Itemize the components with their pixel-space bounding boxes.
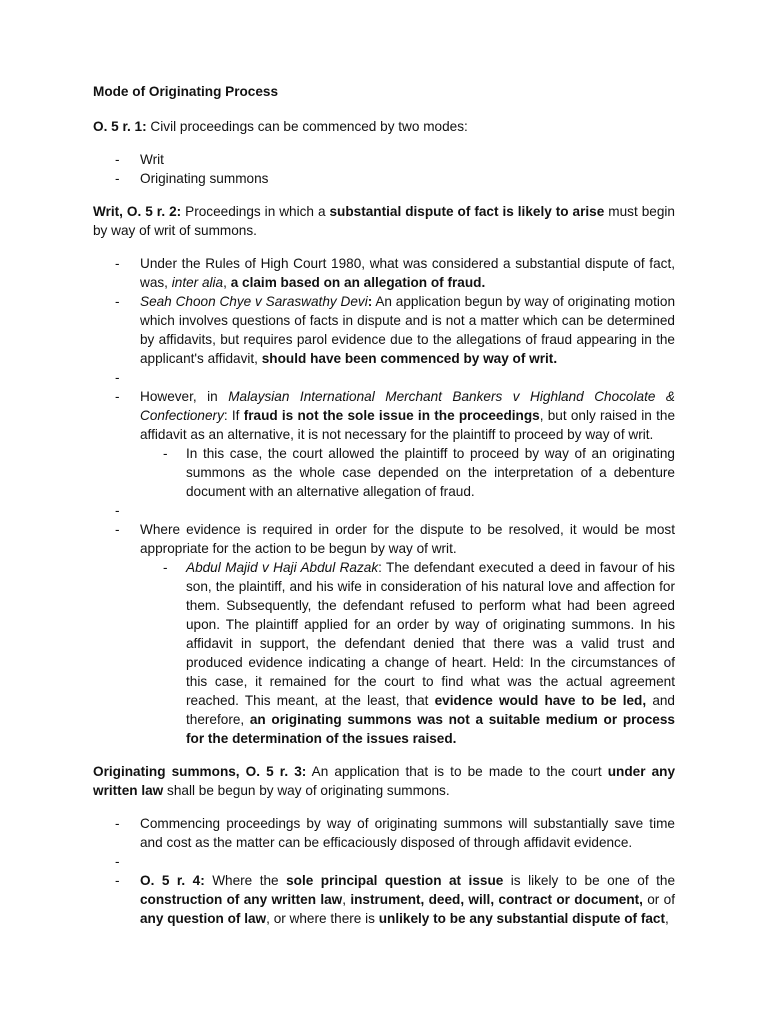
writ-bullets	[93, 254, 675, 748]
os-text: shall be begun by way of originating summons.	[163, 783, 450, 798]
list-item	[93, 520, 675, 748]
bullet-italic: inter alia	[171, 275, 224, 290]
bullet-text: An application begun by way of originating motion which involves questions of facts in dispute and is not a matter which can be determined by affidavits, but requires parol evidence due to the allegations of fraud appearing in the applicant's affidavit,	[140, 294, 675, 366]
bullet-text: ,	[342, 892, 351, 907]
list-item: - In this case, the court allowed the plaintiff to proceed by way of an originating summons as the whole case depended on the interpretation of a debenture document with an alternative allegation of fraud.	[140, 444, 675, 501]
bullet-text: or of	[642, 892, 675, 907]
bullet-emphasis: construction of any written law	[140, 892, 343, 907]
bullet-text: Where evidence is required in order for the dispute to be resolved, it would be most appropriate for the action to be begun by way of writ.	[140, 522, 675, 556]
case-name: Abdul Majid v Haji Abdul Razak	[186, 560, 379, 575]
list-item: - Writ	[93, 150, 675, 169]
spacer	[93, 501, 675, 520]
bullet-text: : If	[223, 408, 244, 423]
bullet-text: , or where there is	[266, 911, 379, 926]
writ-paragraph	[93, 202, 675, 240]
list-item	[140, 558, 675, 748]
list-item: - Commencing proceedings by way of originating summons will substantially save time and cost as the matter can be efficaciously disposed of through affidavit evidence.	[93, 814, 675, 852]
bullet-emphasis: fraud is not the sole issue in the proceedings	[243, 408, 540, 423]
bullet-emphasis: evidence would have to be led,	[434, 693, 647, 708]
bullet-text: ,	[665, 911, 669, 926]
bullet-emphasis: a claim based on an allegation of fraud.	[230, 275, 486, 290]
bullet-text: However, in	[140, 389, 229, 404]
o5r1-ref: O. 5 r. 1:	[93, 119, 147, 134]
list-item	[93, 292, 675, 368]
rule-ref: O. 5 r. 4:	[140, 873, 205, 888]
bullet-text: is likely to be one of the	[503, 873, 676, 888]
list-item	[93, 871, 675, 928]
bullet-colon: :	[367, 294, 373, 309]
bullet-text: , but only raised in the affidavit as an alternative, it is not necessary for the plaintiff to proceed by way of writ.	[140, 408, 676, 442]
bullet-text: Where the	[204, 873, 287, 888]
writ-ref: Writ, O. 5 r. 2:	[93, 204, 182, 219]
spacer	[93, 852, 675, 871]
spacer	[93, 368, 675, 387]
bullet-emphasis: any question of law	[140, 911, 267, 926]
bullet-emphasis: should have been commenced by way of writ.	[261, 351, 558, 366]
bullet-emphasis: unlikely to be any substantial dispute of fact	[378, 911, 665, 926]
bullet-text: ,	[223, 275, 231, 290]
bullet-text: and therefore,	[186, 693, 675, 727]
modes-list	[93, 150, 675, 188]
bullet-emphasis: sole principal question at issue	[286, 873, 504, 888]
bullet-text: : The defendant executed a deed in favour of his son, the plaintiff, and his wife in consideration of his natural love and affection for them. Subsequently, the defendant refused to perform what had been agreed upon. The plaintiff applied for an order by way of originating summons. In his affidavit in support, the defendant denied that there was a valid trust and produced evidence indicating a change of heart. Held: In the circumstances of this case, it remained for the court to find what was the actual agreement reached. This meant, at the least, that	[186, 560, 675, 708]
os-ref: Originating summons, O. 5 r. 3:	[93, 764, 307, 779]
writ-text: Proceedings in which a	[181, 204, 330, 219]
writ-emphasis: substantial dispute of fact is likely to arise	[329, 204, 605, 219]
o5r1-paragraph	[93, 117, 675, 136]
spacer	[93, 748, 675, 762]
o5r1-text: Civil proceedings can be commenced by two modes:	[146, 119, 468, 134]
list-item: - Originating summons	[93, 169, 675, 188]
bullet-emphasis: an originating summons was not a suitable medium or process for the determination of the issues raised.	[186, 712, 675, 746]
writ-text: must begin by way of writ of summons.	[93, 204, 675, 238]
os-bullets	[93, 814, 675, 928]
section-heading: Mode of Originating Process	[93, 84, 279, 99]
os-paragraph	[93, 762, 675, 800]
case-name: Seah Choon Chye v Saraswathy Devi	[140, 294, 368, 309]
os-text: An application that is to be made to the court	[306, 764, 608, 779]
list-item	[93, 254, 675, 292]
bullet-emphasis: instrument, deed, will, contract or document,	[350, 892, 643, 907]
sub-bullets	[140, 444, 675, 501]
case-name: Malaysian International Merchant Bankers v Highland Chocolate & Confectionery	[140, 389, 675, 423]
document-page	[93, 82, 675, 928]
bullet-text: Under the Rules of High Court 1980, what was considered a substantial dispute of fact, was,	[140, 256, 675, 290]
sub-bullets	[140, 558, 675, 748]
list-item	[93, 387, 675, 501]
os-emphasis: under any written law	[93, 764, 676, 798]
